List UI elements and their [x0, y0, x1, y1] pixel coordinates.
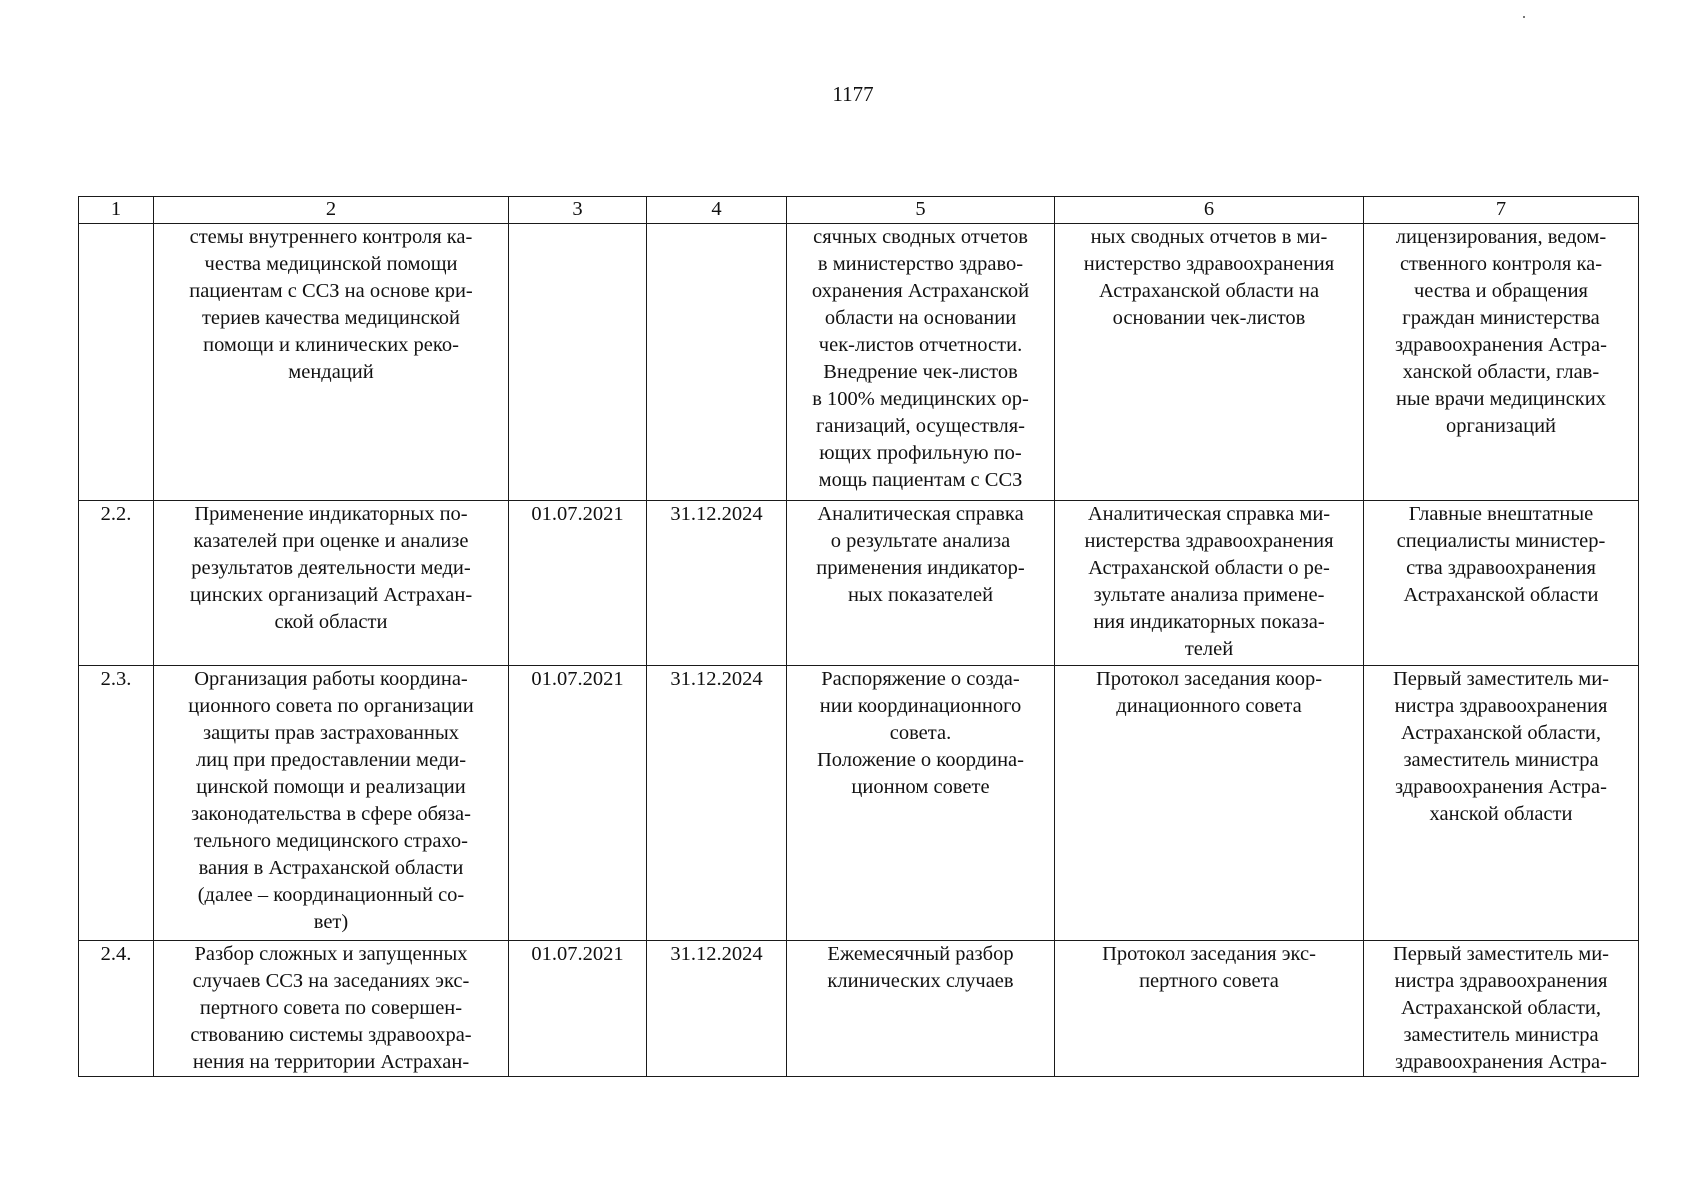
col-header-4: 4: [647, 197, 787, 224]
responsible-party: Первый заместитель ми- нистра здравоохранения Астраханской области, заместитель министра здравоохранения Астра-: [1364, 941, 1639, 1077]
col-header-1: 1: [79, 197, 154, 224]
expected-result: Распоряжение о созда- нии координационного совета. Положение о координа- ционном совете: [787, 666, 1055, 941]
end-date: 31.12.2024: [647, 941, 787, 1077]
end-date: 31.12.2024: [647, 666, 787, 941]
responsible-party: лицензирования, ведом- ственного контроля ка- чества и обращения граждан министерства здравоохранения Астра- ханской области, глав- ные врачи медицинских организаций: [1364, 224, 1639, 501]
activity-description: Применение индикаторных по- казателей при оценке и анализе результатов деятельности меди- цинских организаций Астрахан- ской области: [154, 501, 509, 666]
responsible-party: Первый заместитель ми- нистра здравоохранения Астраханской области, заместитель министра здравоохранения Астра- ханской области: [1364, 666, 1639, 941]
expected-result: Ежемесячный разбор клинических случаев: [787, 941, 1055, 1077]
control-indicator: Протокол заседания экс- пертного совета: [1055, 941, 1364, 1077]
responsible-party: Главные внештатные специалисты министер- ства здравоохранения Астраханской области: [1364, 501, 1639, 666]
row-number: 2.3.: [79, 666, 154, 941]
table-row: [79, 941, 1639, 1077]
start-date: [509, 224, 647, 501]
control-indicator: ных сводных отчетов в ми- нистерство здравоохранения Астраханской области на основании чек-листов: [1055, 224, 1364, 501]
table-row: [79, 224, 1639, 501]
col-header-2: 2: [154, 197, 509, 224]
control-indicator: Протокол заседания коор- динационного совета: [1055, 666, 1364, 941]
col-header-5: 5: [787, 197, 1055, 224]
start-date: 01.07.2021: [509, 941, 647, 1077]
table-row: [79, 666, 1639, 941]
end-date: [647, 224, 787, 501]
control-indicator: Аналитическая справка ми- нистерства здравоохранения Астраханской области о ре- зультате анализа примене- ния индикаторных показа- телей: [1055, 501, 1364, 666]
col-header-6: 6: [1055, 197, 1364, 224]
table-row: [79, 501, 1639, 666]
activity-description: стемы внутреннего контроля ка- чества медицинской помощи пациентам с ССЗ на основе кри- териев качества медицинской помощи и клинических реко- мендаций: [154, 224, 509, 501]
scan-speck: [1523, 16, 1525, 18]
header-row: [79, 197, 1639, 224]
col-header-7: 7: [1364, 197, 1639, 224]
expected-result: Аналитическая справка о результате анализа применения индикатор- ных показателей: [787, 501, 1055, 666]
plan-table: [78, 196, 1639, 1077]
end-date: 31.12.2024: [647, 501, 787, 666]
expected-result: сячных сводных отчетов в министерство здраво- охранения Астраханской области на основании чек-листов отчетности. Внедрение чек-листов в 100% медицинских ор- ганизаций, осуществля- ющих профильную по- мощь пациентам с ССЗ: [787, 224, 1055, 501]
row-number: 2.2.: [79, 501, 154, 666]
activity-description: Разбор сложных и запущенных случаев ССЗ на заседаниях экс- пертного совета по совершен- ствованию системы здравоохра- нения на территории Астрахан-: [154, 941, 509, 1077]
row-number: 2.4.: [79, 941, 154, 1077]
activity-description: Организация работы координа- ционного совета по организации защиты прав застрахованных лиц при предоставлении меди- цинской помощи и реализации законодательства в сфере обяза- тельного медицинского страхо- вания в Астраханской области (далее – координационный со- вет): [154, 666, 509, 941]
col-header-3: 3: [509, 197, 647, 224]
start-date: 01.07.2021: [509, 501, 647, 666]
row-number: [79, 224, 154, 501]
start-date: 01.07.2021: [509, 666, 647, 941]
page-number: 1177: [832, 82, 874, 106]
